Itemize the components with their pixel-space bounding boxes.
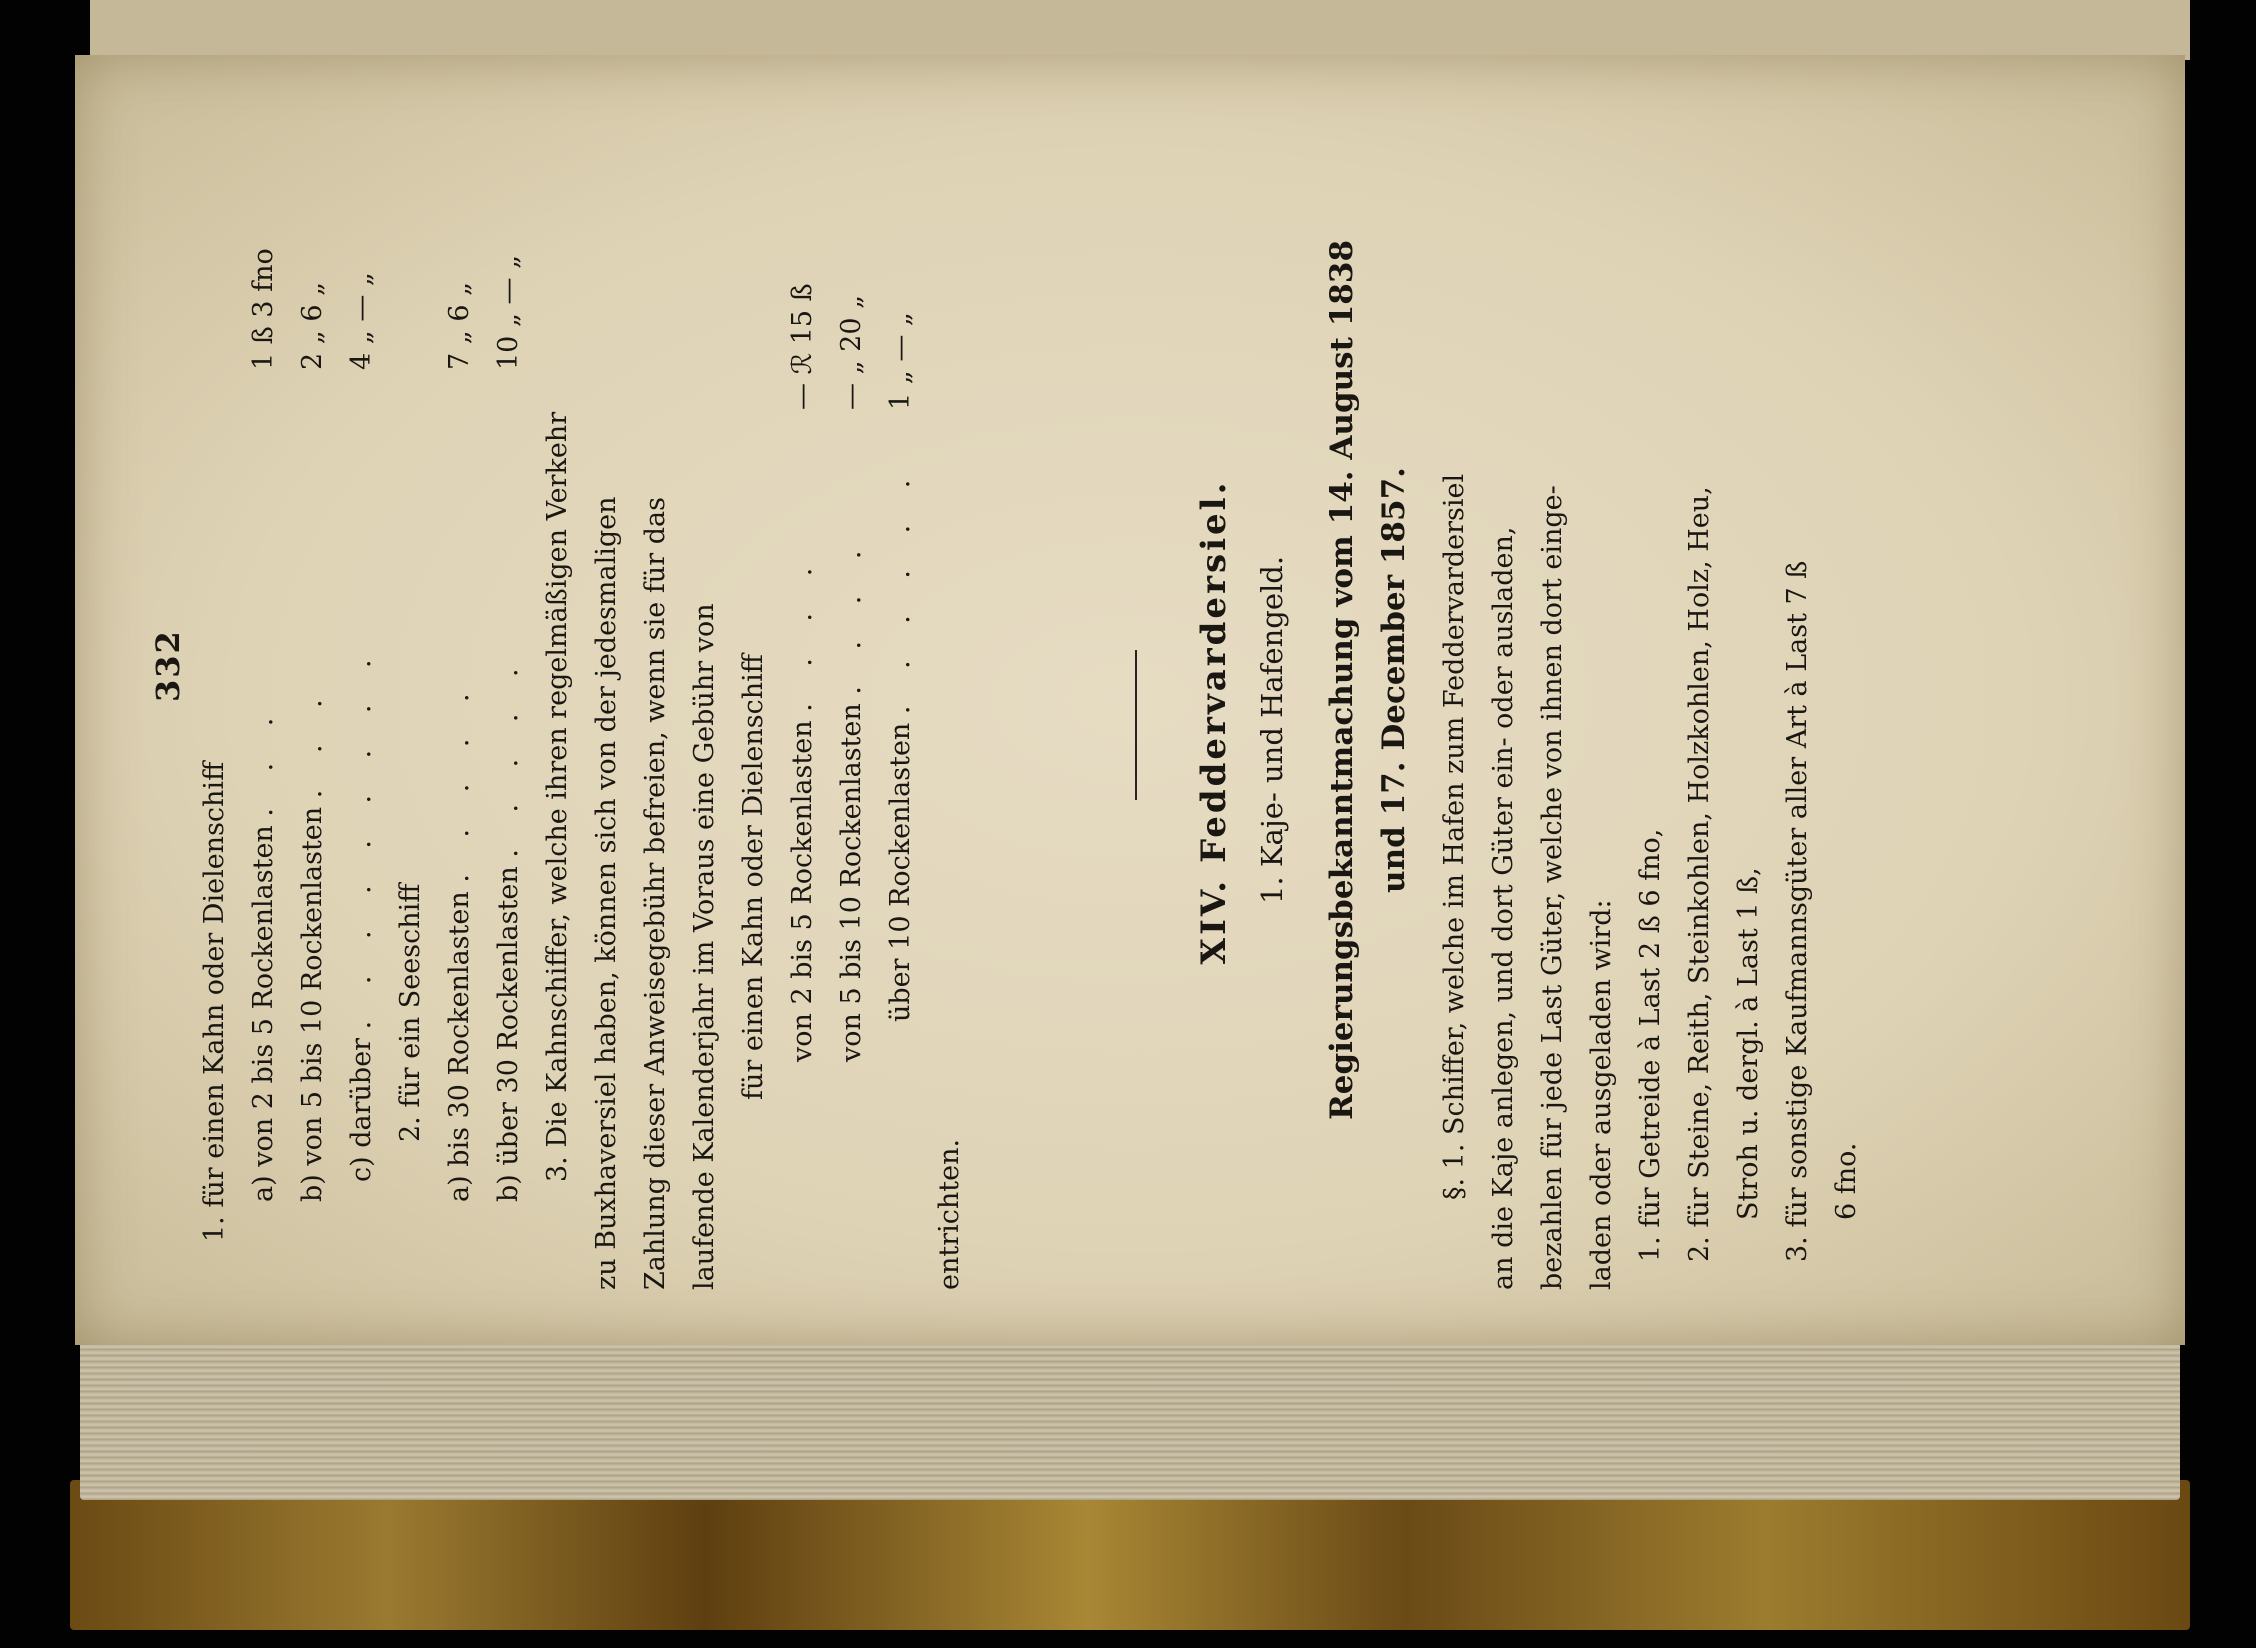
para-s1-line-3: bezahlen für jede Last Güter, welche von ihnen dort einge- <box>1537 485 1568 1290</box>
fee-line-label: b) von 5 bis 10 Rockenlasten <box>297 806 328 1202</box>
s1-item-2-cont: Stroh u. dergl. à Last 1 ß, <box>1733 867 1764 1220</box>
leader-dots: . . . <box>248 703 279 817</box>
section-heading: XIV. Feddervardersiel. <box>1194 479 1234 965</box>
fee-line-label: a) von 2 bis 5 Rockenlasten <box>248 825 279 1202</box>
para3-line-1: 3. Die Kahnschiffer, welche ihren regelmäßigen Verkehr <box>542 411 573 1182</box>
fee-amount-2a: 7 „ 6 „ <box>444 281 475 370</box>
fee-heading-2: 2. für ein Seeschiff <box>395 883 426 1142</box>
s1-item-2: 2. für Steine, Reith, Steinkohlen, Holzkohlen, Holz, Heu, <box>1684 486 1715 1262</box>
para3-line-2: zu Buxhaversiel haben, können sich von der jedesmaligen <box>591 496 622 1290</box>
para3-amount-3: 1 „ — „ <box>885 312 916 410</box>
leader-dots: . . . <box>297 685 328 799</box>
fee-heading-1: 1. für einen Kahn oder Dielenschiff <box>199 761 230 1242</box>
opposite-page-edge <box>90 0 2190 60</box>
fee-line-1a <box>239 704 288 1202</box>
leader-dots: . . . . . . . . . <box>346 645 377 1030</box>
para3-end: entrichten. <box>934 1138 965 1290</box>
para-s1-line-2: an die Kaje anlegen, und dort Güter ein- oder ausladen, <box>1488 526 1519 1290</box>
item-label: über 10 Rockenlasten <box>885 722 916 1022</box>
para3-item-3 <box>876 466 925 1022</box>
fee-amount-1b: 2 „ 6 „ <box>297 281 328 370</box>
para-s1-line-1: §. 1. Schiffer, welche im Hafen zum Feddervardersiel <box>1439 473 1470 1200</box>
marbled-book-cover <box>70 1480 2190 1630</box>
fee-line-label: b) über 30 Rockenlasten <box>493 866 524 1202</box>
leader-dots: . . . . <box>787 553 818 712</box>
s1-item-3: 3. für sonstige Kaufmannsgüter aller Art à Last 7 ß <box>1782 560 1813 1262</box>
fee-amount-1c: 4 „ — „ <box>346 272 377 370</box>
leader-dots: . . . . . . <box>885 465 916 715</box>
s1-item-1: 1. für Getreide à Last 2 ß 6 fno, <box>1635 828 1666 1262</box>
fee-line-1c <box>337 645 386 1182</box>
s1-item-3-cont: 6 fno. <box>1831 1142 1862 1220</box>
para3-line-4: laufende Kalenderjahr im Voraus eine Gebühr von <box>689 603 720 1290</box>
para-s1-line-4: laden oder ausgeladen wird: <box>1586 899 1617 1290</box>
para3-line-3: Zahlung dieser Anweisegebühr befreien, wenn sie für das <box>640 497 671 1290</box>
para3-sub: für einen Kahn oder Dielenschiff <box>738 654 769 1100</box>
section-divider <box>1135 650 1137 800</box>
item-label: von 5 bis 10 Rockenlasten <box>836 703 867 1062</box>
fee-amount-2b: 10 „ — „ <box>493 254 524 370</box>
fee-line-label: a) bis 30 Rockenlasten <box>444 891 475 1202</box>
regulation-title-line-2: und 17. December 1857. <box>1376 467 1412 893</box>
para3-amount-1: — ℛ 15 ß <box>787 283 818 410</box>
regulation-title-line-1: Regierungsbekanntmachung vom 14. August 1838 <box>1324 239 1360 1121</box>
fee-line-2b <box>484 654 533 1202</box>
leader-dots: . . . . . <box>493 654 524 858</box>
item-label: von 2 bis 5 Rockenlasten <box>787 720 818 1062</box>
para3-amount-2: — „ 20 „ <box>836 294 867 410</box>
fee-line-2a <box>435 679 484 1202</box>
page-text-block <box>130 70 1990 1290</box>
page-edges <box>80 1320 2180 1500</box>
leader-dots: . . . . . <box>444 679 475 883</box>
page-number: 332 <box>149 629 187 702</box>
fee-amount-1a: 1 ß 3 fno <box>248 248 279 370</box>
leader-dots: . . . . <box>836 536 867 695</box>
fee-line-1b <box>288 685 337 1202</box>
sub-heading: 1. Kaje- und Hafengeld. <box>1255 555 1289 905</box>
fee-line-label: c) darüber <box>346 1037 377 1182</box>
para3-item-1 <box>778 554 827 1062</box>
para3-item-2 <box>827 537 876 1062</box>
